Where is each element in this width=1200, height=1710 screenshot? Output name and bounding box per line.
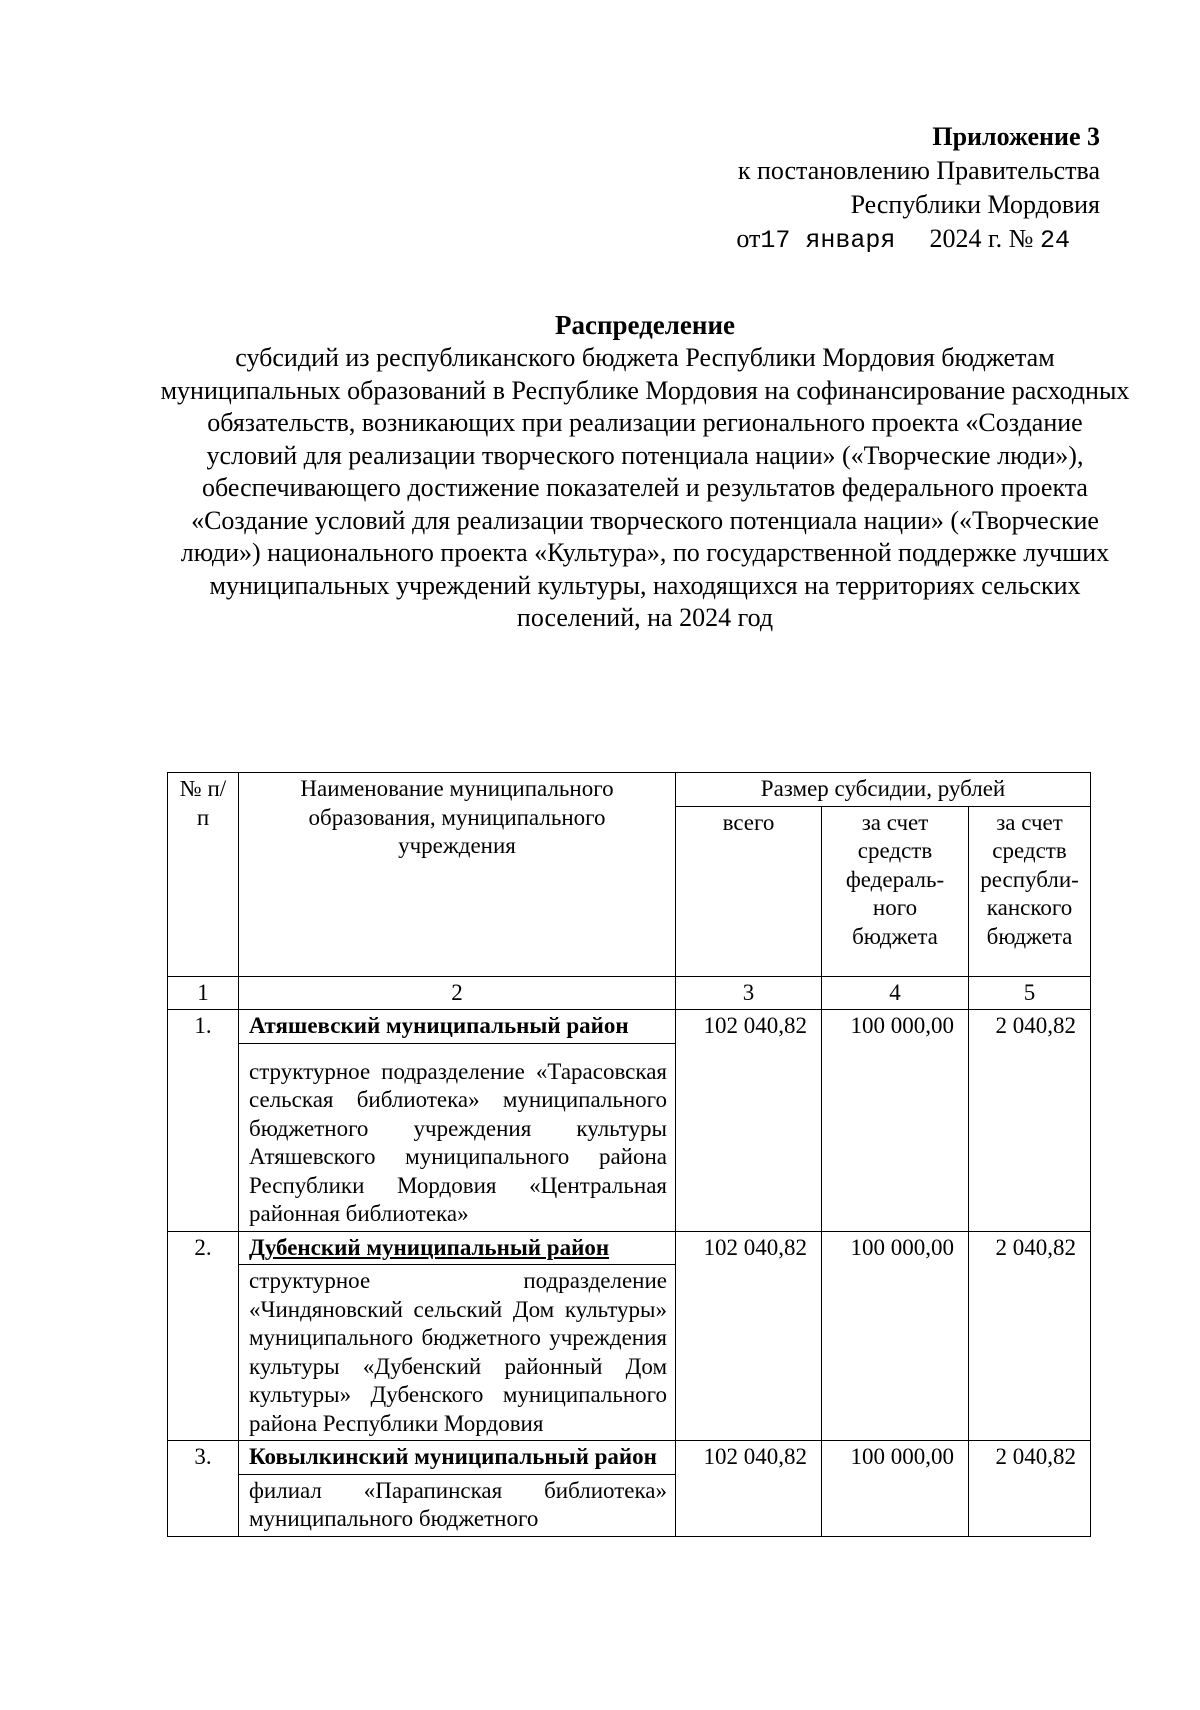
appendix-title: Приложение 3 (932, 122, 1100, 151)
row-name-cell (239, 1231, 676, 1441)
amount-federal: 100 000,00 (822, 1010, 969, 1232)
amount-total: 102 040,82 (676, 1441, 822, 1537)
appendix-line-republic: Республики Мордовия (850, 190, 1100, 219)
header-num: № п/п (168, 773, 239, 977)
header-name: Наименование муниципального образования, муниципального учреждения (239, 773, 676, 977)
header-amount: Размер субсидии, рублей (676, 773, 1091, 807)
col-number-cell: 3 (676, 976, 822, 1010)
amount-total: 102 040,82 (676, 1231, 822, 1441)
col-number-cell: 2 (239, 976, 676, 1010)
date-year: 2024 г. № (929, 224, 1034, 253)
header-republic: за счет средств республи-канского бюджета (969, 806, 1091, 976)
amount-total: 102 040,82 (676, 1010, 822, 1232)
row-number: 3. (168, 1441, 239, 1537)
district-name: Атяшевский муниципальный район (239, 1010, 675, 1044)
appendix-block (736, 120, 1100, 258)
district-name: Ковылкинский муниципальный район (239, 1441, 675, 1475)
row-name-cell (239, 1441, 676, 1537)
appendix-date-line (736, 222, 1100, 258)
amount-republic: 2 040,82 (969, 1441, 1091, 1537)
institution-name: филиал «Парапинская библиотека» муниципального бюджетного (249, 1477, 667, 1531)
amount-republic: 2 040,82 (969, 1231, 1091, 1441)
row-number: 2. (168, 1231, 239, 1441)
institution-name: структурное подразделение «Чиндяновский сельский Дом культуры» муниципального бюджетного учреждения культуры «Дубенский районный Дом культуры» Дубенского муниципального района Республики Мордовия (249, 1268, 667, 1436)
table-row (168, 1441, 1091, 1537)
amount-republic: 2 040,82 (969, 1010, 1091, 1232)
column-number-row (168, 976, 1091, 1010)
col-number-cell: 4 (822, 976, 969, 1010)
amount-federal: 100 000,00 (822, 1231, 969, 1441)
appendix-line-resolution: к постановлению Правительства (737, 156, 1100, 185)
district-name: Дубенский муниципальный район (239, 1232, 675, 1266)
document-heading (160, 308, 1130, 635)
header-federal: за счет средств федераль-ного бюджета (822, 806, 969, 976)
institution-name: структурное подразделение «Тарасовская сельская библиотека» муниципального бюджетного учреждения культуры Атяшевского муниципального района Республики Мордовия «Центральная районная библиотека» (249, 1058, 667, 1226)
table-row (168, 1010, 1091, 1232)
col-number-cell: 1 (168, 976, 239, 1010)
row-number: 1. (168, 1010, 239, 1232)
col-number-cell: 5 (969, 976, 1091, 1010)
subsidy-table (167, 772, 1091, 1537)
header-total: всего (676, 806, 822, 976)
header-row-1 (168, 773, 1091, 807)
amount-federal: 100 000,00 (822, 1441, 969, 1537)
heading-title: Распределение (554, 310, 736, 340)
heading-body: субсидий из республиканского бюджета Республики Мордовия бюджетам муниципальных образований в Республике Мордовия на софинансирование расходных обязательств, возникающих при реализации регионального проекта «Создание условий для реализации творческого потенциала нации» («Творческие люди»), обеспечивающего достижение показателей и результатов федерального проекта «Создание условий для реализации творческого потенциала нации» («Творческие люди») национального проекта «Культура», по государственной поддержке лучших муниципальных учреждений культуры, находящихся на территориях сельских поселений, на 2024 год (160, 343, 1130, 632)
date-handwritten: 17 января (760, 226, 896, 255)
row-name-cell (239, 1010, 676, 1232)
table-row (168, 1231, 1091, 1441)
resolution-number: 24 (1039, 226, 1070, 255)
date-prefix: от (736, 224, 761, 253)
